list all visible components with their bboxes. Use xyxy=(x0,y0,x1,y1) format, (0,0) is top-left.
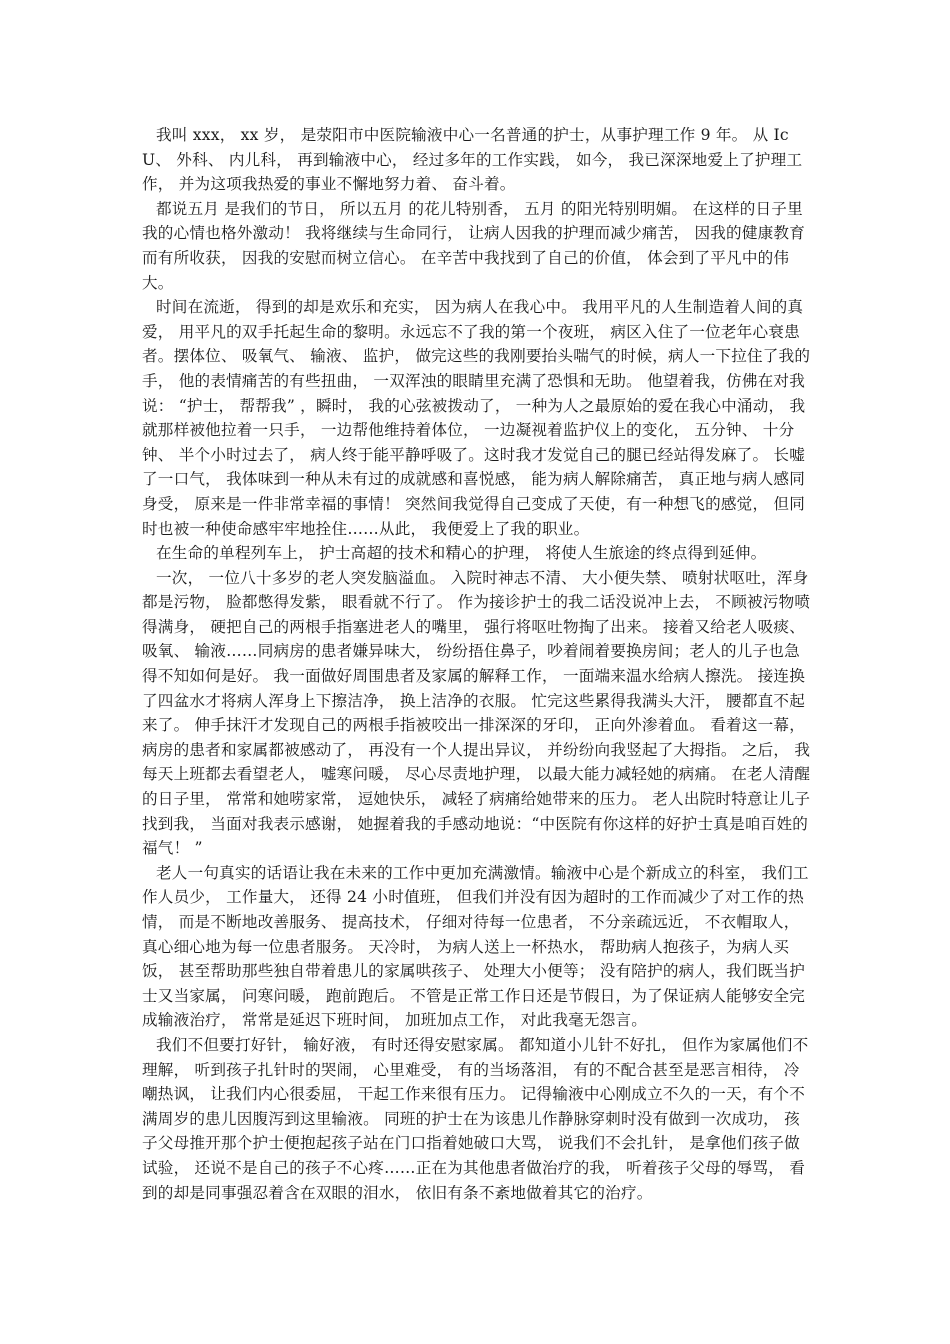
paragraph-text: 我们不但要打好针， 输好液， 有时还得安慰家属。 都知道小儿针不好扎， 但作为家属他们不理解， 听到孩子扎针时的哭闹， 心里难受， 有的当场落泪， 有的不配合甚至是恶言相待， 冷嘲热讽， 让我们内心很委屈， 干起工作来很有压力。 记得输液中心刚成立不久的一天，有个不满周岁的患儿因腹泻到这里输液。 同班的护士在为该患儿作静脉穿刺时没有做到一次成功， 孩子父母推开那个护士便抱起孩子站在门口指着她破口大骂， 说我们不会扎针， 是拿他们孩子做试验， 还说不是自己的孩子不心疼……正在为其他患者做治疗的我， 听着孩子父母的辱骂， 看到的却是同事强忍着含在双眼的泪水， 依旧有条不紊地做着其它的治疗。 xyxy=(142,1035,809,1202)
paragraph-text: 都说五月 是我们的节日， 所以五月 的花儿特别香， 五月 的阳光特别明媚。 在这样的日子里我的心情也格外激动！ 我将继续与生命同行， 让病人因我的护理而减少痛苦， 因我的健康教育而有所收获， 因我的安慰而树立信心。 在辛苦中我找到了自己的价值， 体会到了平凡中的伟大。 xyxy=(142,199,806,292)
document-body xyxy=(142,123,814,1205)
paragraph-2 xyxy=(142,197,814,295)
paragraph-3 xyxy=(142,295,814,541)
paragraph-6 xyxy=(142,861,814,1033)
paragraph-text: 时间在流逝， 得到的却是欢乐和充实， 因为病人在我心中。 我用平凡的人生制造着人间的真爱， 用平凡的双手托起生命的黎明。永远忘不了我的第一个夜班， 病区入住了一位老年心衰患者。摆体位、 吸氧气、 输液、 监护， 做完这些的我刚要抬头喘气的时候，病人一下拉住了我的手， 他的表情痛苦的有些扭曲， 一双浑浊的眼睛里充满了恐惧和无助。 他望着我，仿佛在对我说： “护士， 帮帮我” ，瞬时， 我的心弦被拨动了， 一种为人之最原始的爱在我心中涌动， 我就那样被他拉着一只手， 一边帮他维持着体位， 一边凝视着监护仪上的变化， 五分钟、 十分钟、 半个小时过去了， 病人终于能平静呼吸了。这时我才发觉自己的腿已经站得发麻了。 长嘘了一口气， 我体味到一种从未有过的成就感和喜悦感， 能为病人解除痛苦， 真正地与病人感同身受， 原来是一件非常幸福的事情！ 突然间我觉得自己变成了天使，有一种想飞的感觉， 但同时也被一种使命感牢牢地拴住……从此， 我便爱上了我的职业。 xyxy=(142,298,811,538)
paragraph-text: 一次， 一位八十多岁的老人突发脑溢血。 入院时神志不清、 大小便失禁、 喷射状呕吐，浑身都是污物， 脸都憋得发紫， 眼看就不行了。 作为接诊护士的我二话没说冲上去， 不顾被污物喷得满身， 硬把自己的两根手指塞进老人的嘴里， 强行将呕吐物掏了出来。 接着又给老人吸痰、 吸氧、 输液……同病房的患者嫌异味大， 纷纷捂住鼻子，吵着闹着要换房间；老人的儿子也急得不知如何是好。 我一面做好周围患者及家属的解释工作， 一面端来温水给病人擦洗。 接连换了四盆水才将病人浑身上下擦洁净， 换上洁净的衣服。 忙完这些累得我满头大汗， 腰都直不起来了。 伸手抹汗才发现自己的两根手指被咬出一排深深的牙印， 正向外渗着血。 看着这一幕， 病房的患者和家属都被感动了， 再没有一个人提出异议， 并纷纷向我竖起了大拇指。 之后， 我每天上班都去看望老人， 嘘寒问暖， 尽心尽责地护理， 以最大能力减轻她的病痛。 在老人清醒的日子里， 常常和她唠家常， 逗她快乐， 减轻了病痛给她带来的压力。 老人出院时特意让儿子找到我， 当面对我表示感谢， 她握着我的手感动地说：“中医院有你这样的好护士真是咱百姓的福气！ ” xyxy=(142,568,811,858)
paragraph-text: 我叫 xxx， xx 岁， 是荥阳市中医院输液中心一名普通的护士，从事护理工作 9 年。 从 IcU、 外科、 内儿科， 再到输液中心， 经过多年的工作实践， 如今， 我已深深地爱上了护理工作， 并为这项我热爱的事业不懈地努力着、 奋斗着。 xyxy=(142,126,803,194)
paragraph-text: 老人一句真实的话语让我在未来的工作中更加充满激情。输液中心是个新成立的科室， 我们工作人员少， 工作量大， 还得 24 小时值班， 但我们并没有因为超时的工作而减少了对工作的热情， 而是不断地改善服务、 提高技术， 仔细对待每一位患者， 不分亲疏远近， 不衣帽取人， 真心细心地为每一位患者服务。 天冷时， 为病人送上一杯热水， 帮助病人抱孩子，为病人买饭， 甚至帮助那些独自带着患儿的家属哄孩子、 处理大小便等； 没有陪护的病人，我们既当护士又当家属， 问寒问暖， 跑前跑后。 不管是正常工作日还是节假日，为了保证病人能够安全完成输液治疗， 常常是延迟下班时间， 加班加点工作， 对此我毫无怨言。 xyxy=(142,863,809,1030)
paragraph-text: 在生命的单程列车上， 护士高超的技术和精心的护理， 将使人生旅途的终点得到延伸。 xyxy=(156,544,767,563)
paragraph-1 xyxy=(142,123,814,197)
paragraph-4 xyxy=(142,541,814,566)
paragraph-7 xyxy=(142,1033,814,1205)
paragraph-5 xyxy=(142,566,814,861)
